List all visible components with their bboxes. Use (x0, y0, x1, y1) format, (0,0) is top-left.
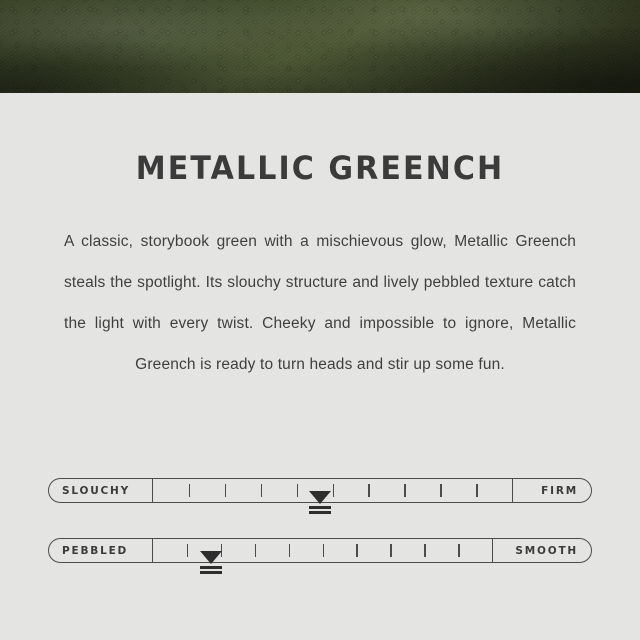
slider-tick (189, 484, 191, 497)
slider-thumb-bar (309, 511, 331, 514)
product-description: A classic, storybook green with a mischievous glow, Metallic Greench steals the spotlight. Its slouchy structure and lively pebbled texture catch the light with every twist. Cheeky and impossible to ignore, Metallic Greench is ready to turn heads and stir up some fun. (64, 233, 576, 373)
slider-tick (297, 484, 299, 497)
hero-image (0, 0, 640, 93)
slider-tick (440, 484, 442, 497)
page-title: METALLIC GREENCH (135, 149, 505, 187)
slider-label-smooth: SMOOTH (492, 538, 592, 563)
slider-texture[interactable] (48, 538, 592, 566)
slider-tick (356, 544, 358, 557)
slider-thumb-texture[interactable] (200, 551, 222, 574)
slider-thumb-arrow-icon (200, 551, 222, 564)
slider-ticks-structure (153, 478, 512, 503)
slider-label-firm: FIRM (512, 478, 592, 503)
slider-tick (289, 544, 291, 557)
slider-tick (261, 484, 263, 497)
slider-tick (368, 484, 370, 497)
slider-tick (333, 484, 335, 497)
slider-tick (476, 484, 478, 497)
slider-thumb-bar (200, 571, 222, 574)
product-content (0, 93, 640, 385)
slider-structure[interactable] (48, 478, 592, 506)
slider-tick (458, 544, 460, 557)
slider-label-pebbled: PEBBLED (48, 538, 153, 563)
slider-thumb-arrow-icon (309, 491, 331, 504)
slider-tick (187, 544, 189, 557)
slider-tick (323, 544, 325, 557)
slider-tick (424, 544, 426, 557)
slider-thumb-bar (200, 566, 222, 569)
slider-tick (255, 544, 257, 557)
slider-tick (404, 484, 406, 497)
slider-thumb-bar (309, 506, 331, 509)
slider-tick (390, 544, 392, 557)
slider-tick (225, 484, 227, 497)
slider-thumb-structure[interactable] (309, 491, 331, 514)
hero-vignette (0, 0, 640, 93)
attribute-sliders (48, 478, 592, 598)
slider-label-slouchy: SLOUCHY (48, 478, 153, 503)
